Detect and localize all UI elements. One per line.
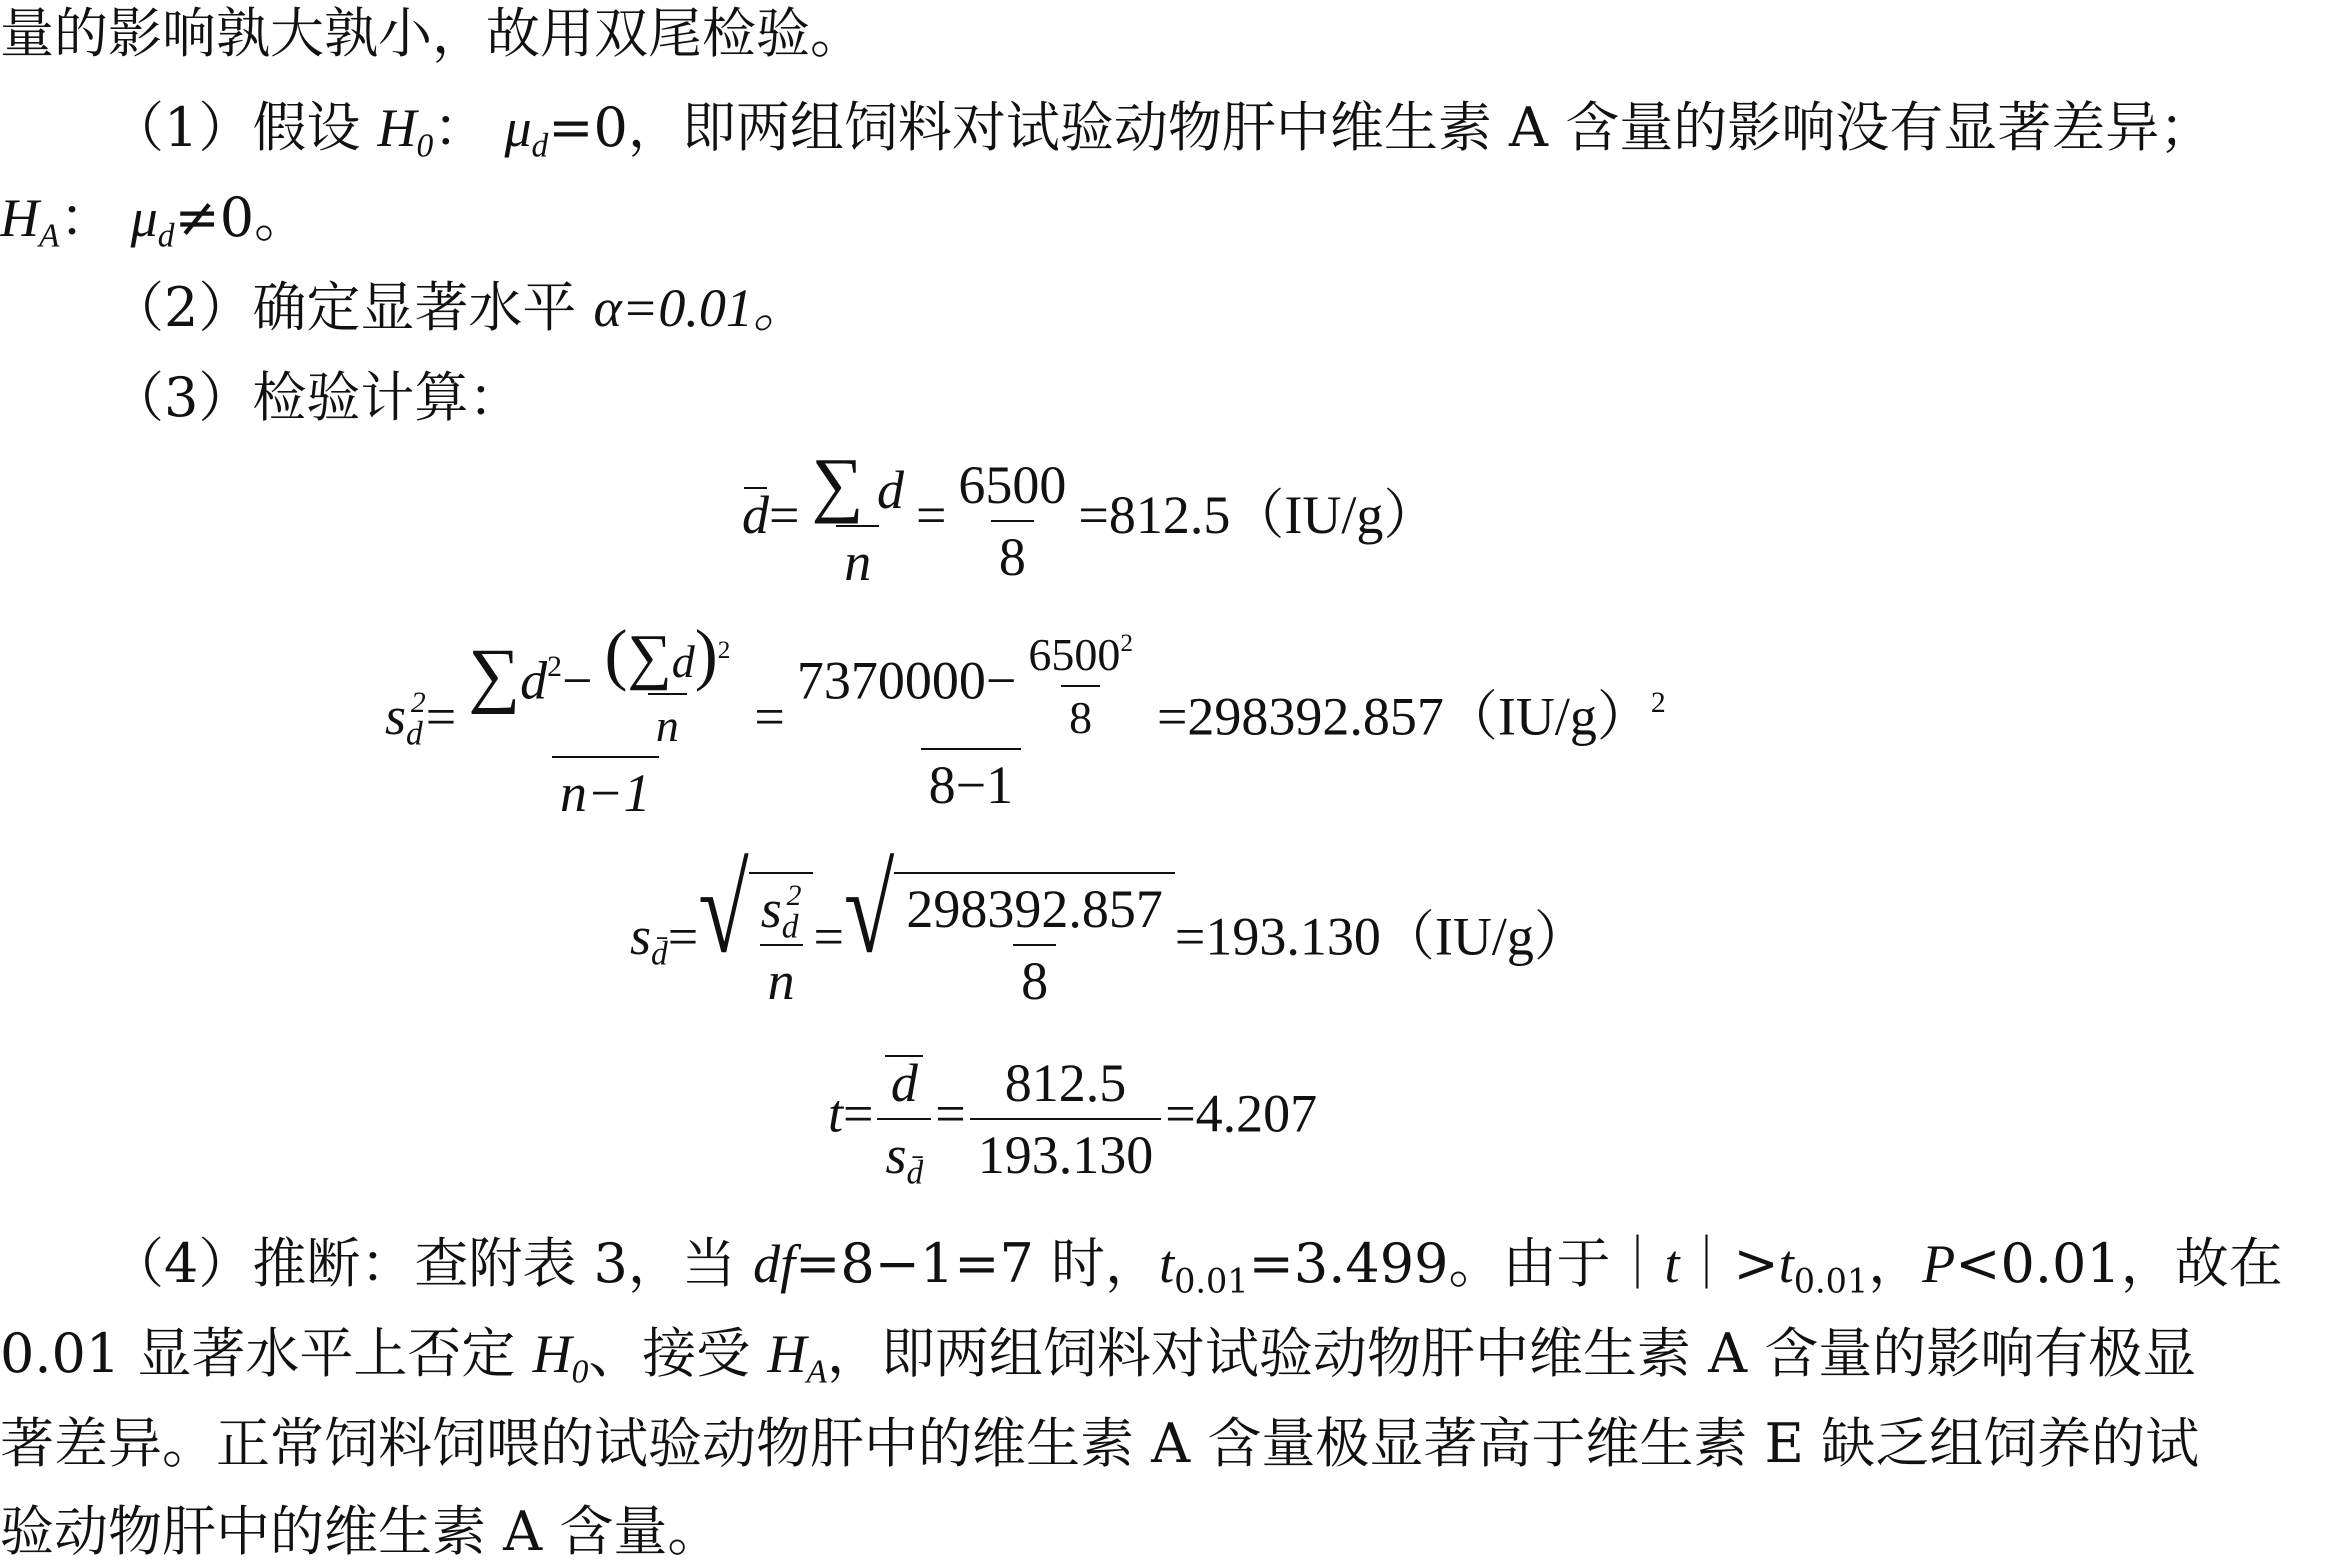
equation-mean-d: d= $\frac{\sum d}{n}$ = $\frac{6500}{8}$ =812.5（IU/g） [742,443,1438,592]
ha-line: $H_A$： $\mu_d\ne 0$。 [0,186,309,255]
step-2: （2）确定显著水平 α=0.01。 [110,276,807,339]
step-4-line-3: 著差异。正常饲料饲喂的试验动物肝中的维生素 A 含量极显著高于维生素 E 缺乏组饲养的试 [0,1412,2200,1475]
ha-condition: ≠0。 [174,186,309,249]
step-1-label: （1）假设 [110,96,361,159]
equation-standard-error: $s_{d̄}=$ √ $\frac{s_d^2}{n}$ = √ $\frac{298392.857}{8}$ =193.130（IU/g） [630,840,1588,1011]
h0-condition: =0，即 [548,96,736,159]
alpha-expr: α=0.01。 [593,278,807,338]
step-4-line-2: 0.01 显著水平上否定 $H_0$、接受 $H_A$，即两组饲料对试验动物肝中维生素 A 含量的影响有极显 [0,1322,2197,1391]
ha-symbol: $H_A$ [0,188,60,255]
step-3-label: （3）检验计算： [110,366,523,429]
equation-t-value: t= $\frac{d}{s_{d̄}}$ = $\frac{812.5}{193.130}$ =4.207 [828,1053,1318,1192]
step-4-line-4: 验动物肝中的维生素 A 含量。 [0,1500,722,1563]
step-4-line-1: （4）推断：查附表 3，当 df=8−1=7 时，$t_{0.01}=3.499$。由于$|t|>t_{0.01}$，P<0.01，故在 [110,1232,2283,1301]
text-line-1: 量的影响孰大孰小，故用双尾检验。 [0,2,864,65]
h0-symbol: $H_0$ [377,98,434,165]
eq1-result: =812.5（IU/g） [1078,484,1438,545]
equation-variance: $s_d^2=$ $\sum d^2-$ $\frac{(\sum d)^2}{n}$ n−1 = 7370000− $\frac{6500^2}{8}$ 8−1 $=298392.857(IU/g)^2$ [385,616,1666,823]
eq2-result: =298392.857（IU/g） [1156,686,1651,747]
eq3-result: =193.130（IU/g） [1174,906,1588,967]
mu-d-symbol: $\mu_d$ [504,98,549,165]
eq4-result: =4.207 [1165,1083,1318,1144]
h0-desc: 两组饲料对试验动物肝中维生素 A 含量的影响没有显著差异； [735,96,2214,159]
step-1-hypothesis: （1）假设 $H_0$： $\mu_d=0$，即两组饲料对试验动物肝中维生素 A 含量的影响没有显著差异； [110,96,2214,165]
